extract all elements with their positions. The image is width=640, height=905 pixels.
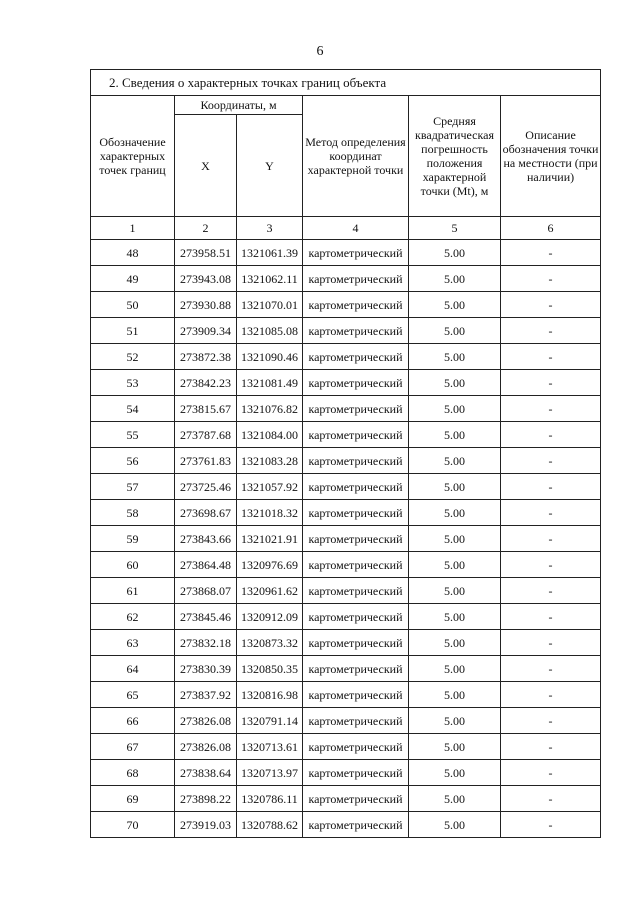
cell-method: картометрический bbox=[303, 318, 409, 344]
table-row bbox=[91, 474, 601, 500]
table-row bbox=[91, 708, 601, 734]
cell-description: - bbox=[501, 526, 601, 552]
cell-y: 1321070.01 bbox=[237, 292, 303, 318]
cell-y: 1320912.09 bbox=[237, 604, 303, 630]
cell-y: 1320786.11 bbox=[237, 786, 303, 812]
table-row bbox=[91, 396, 601, 422]
cell-method: картометрический bbox=[303, 786, 409, 812]
column-numbers-row bbox=[91, 217, 601, 240]
cell-error: 5.00 bbox=[409, 578, 501, 604]
column-number: 4 bbox=[303, 217, 409, 240]
cell-point: 48 bbox=[91, 240, 175, 266]
cell-point: 69 bbox=[91, 786, 175, 812]
cell-x: 273919.03 bbox=[175, 812, 237, 838]
cell-error: 5.00 bbox=[409, 682, 501, 708]
header-designation: Обозначение характерных точек границ bbox=[91, 96, 175, 217]
cell-y: 1321062.11 bbox=[237, 266, 303, 292]
cell-method: картометрический bbox=[303, 526, 409, 552]
cell-point: 53 bbox=[91, 370, 175, 396]
cell-point: 52 bbox=[91, 344, 175, 370]
cell-error: 5.00 bbox=[409, 760, 501, 786]
cell-point: 51 bbox=[91, 318, 175, 344]
cell-x: 273864.48 bbox=[175, 552, 237, 578]
section-title: 2. Сведения о характерных точках границ объекта bbox=[91, 70, 601, 96]
points-table bbox=[90, 69, 601, 838]
cell-error: 5.00 bbox=[409, 500, 501, 526]
cell-point: 64 bbox=[91, 656, 175, 682]
cell-x: 273868.07 bbox=[175, 578, 237, 604]
cell-point: 56 bbox=[91, 448, 175, 474]
table-row bbox=[91, 240, 601, 266]
cell-method: картометрический bbox=[303, 240, 409, 266]
cell-error: 5.00 bbox=[409, 734, 501, 760]
cell-error: 5.00 bbox=[409, 786, 501, 812]
cell-point: 54 bbox=[91, 396, 175, 422]
table-row bbox=[91, 370, 601, 396]
column-number: 1 bbox=[91, 217, 175, 240]
cell-y: 1321081.49 bbox=[237, 370, 303, 396]
cell-x: 273872.38 bbox=[175, 344, 237, 370]
header-method: Метод определения координат характерной точки bbox=[303, 96, 409, 217]
cell-method: картометрический bbox=[303, 708, 409, 734]
cell-y: 1321021.91 bbox=[237, 526, 303, 552]
cell-method: картометрический bbox=[303, 396, 409, 422]
cell-description: - bbox=[501, 240, 601, 266]
table-row bbox=[91, 812, 601, 838]
cell-point: 55 bbox=[91, 422, 175, 448]
cell-x: 273830.39 bbox=[175, 656, 237, 682]
cell-x: 273898.22 bbox=[175, 786, 237, 812]
cell-description: - bbox=[501, 448, 601, 474]
cell-y: 1320713.61 bbox=[237, 734, 303, 760]
table-row bbox=[91, 552, 601, 578]
cell-description: - bbox=[501, 396, 601, 422]
cell-error: 5.00 bbox=[409, 552, 501, 578]
cell-y: 1320816.98 bbox=[237, 682, 303, 708]
cell-point: 65 bbox=[91, 682, 175, 708]
cell-error: 5.00 bbox=[409, 630, 501, 656]
cell-error: 5.00 bbox=[409, 448, 501, 474]
cell-description: - bbox=[501, 474, 601, 500]
cell-x: 273837.92 bbox=[175, 682, 237, 708]
table-row bbox=[91, 760, 601, 786]
cell-error: 5.00 bbox=[409, 292, 501, 318]
column-number: 3 bbox=[237, 217, 303, 240]
table-row bbox=[91, 500, 601, 526]
cell-x: 273930.88 bbox=[175, 292, 237, 318]
table-row bbox=[91, 292, 601, 318]
cell-y: 1320976.69 bbox=[237, 552, 303, 578]
cell-point: 61 bbox=[91, 578, 175, 604]
cell-y: 1321061.39 bbox=[237, 240, 303, 266]
cell-y: 1321084.00 bbox=[237, 422, 303, 448]
column-number: 2 bbox=[175, 217, 237, 240]
cell-x: 273698.67 bbox=[175, 500, 237, 526]
cell-point: 59 bbox=[91, 526, 175, 552]
cell-description: - bbox=[501, 786, 601, 812]
cell-description: - bbox=[501, 708, 601, 734]
cell-y: 1321083.28 bbox=[237, 448, 303, 474]
cell-method: картометрический bbox=[303, 344, 409, 370]
header-y: Y bbox=[237, 115, 303, 217]
cell-x: 273958.51 bbox=[175, 240, 237, 266]
cell-x: 273725.46 bbox=[175, 474, 237, 500]
table-row bbox=[91, 578, 601, 604]
table-row bbox=[91, 266, 601, 292]
cell-x: 273826.08 bbox=[175, 734, 237, 760]
cell-y: 1320788.62 bbox=[237, 812, 303, 838]
cell-method: картометрический bbox=[303, 760, 409, 786]
cell-x: 273787.68 bbox=[175, 422, 237, 448]
table-row bbox=[91, 344, 601, 370]
cell-description: - bbox=[501, 604, 601, 630]
cell-y: 1320850.35 bbox=[237, 656, 303, 682]
cell-y: 1321076.82 bbox=[237, 396, 303, 422]
cell-y: 1320961.62 bbox=[237, 578, 303, 604]
cell-description: - bbox=[501, 682, 601, 708]
cell-point: 66 bbox=[91, 708, 175, 734]
cell-method: картометрический bbox=[303, 656, 409, 682]
column-number: 5 bbox=[409, 217, 501, 240]
cell-point: 50 bbox=[91, 292, 175, 318]
page-number: 6 bbox=[316, 44, 324, 59]
cell-description: - bbox=[501, 344, 601, 370]
cell-x: 273845.46 bbox=[175, 604, 237, 630]
cell-description: - bbox=[501, 656, 601, 682]
cell-y: 1320791.14 bbox=[237, 708, 303, 734]
cell-point: 57 bbox=[91, 474, 175, 500]
cell-x: 273909.34 bbox=[175, 318, 237, 344]
table-row bbox=[91, 630, 601, 656]
cell-point: 60 bbox=[91, 552, 175, 578]
cell-method: картометрический bbox=[303, 604, 409, 630]
cell-y: 1320713.97 bbox=[237, 760, 303, 786]
table-row bbox=[91, 448, 601, 474]
cell-description: - bbox=[501, 552, 601, 578]
column-number: 6 bbox=[501, 217, 601, 240]
header-description: Описание обозначения точки на местности (при наличии) bbox=[501, 96, 601, 217]
cell-method: картометрический bbox=[303, 422, 409, 448]
header-coordinates: Координаты, м bbox=[175, 96, 303, 115]
table-row bbox=[91, 318, 601, 344]
cell-point: 49 bbox=[91, 266, 175, 292]
cell-x: 273842.23 bbox=[175, 370, 237, 396]
cell-x: 273815.67 bbox=[175, 396, 237, 422]
cell-y: 1320873.32 bbox=[237, 630, 303, 656]
cell-description: - bbox=[501, 318, 601, 344]
table-row bbox=[91, 734, 601, 760]
cell-description: - bbox=[501, 422, 601, 448]
cell-y: 1321090.46 bbox=[237, 344, 303, 370]
table-row bbox=[91, 786, 601, 812]
cell-y: 1321085.08 bbox=[237, 318, 303, 344]
cell-error: 5.00 bbox=[409, 708, 501, 734]
cell-error: 5.00 bbox=[409, 344, 501, 370]
header-error: Средняя квадратическая погрешность положения характерной точки (Mt), м bbox=[409, 96, 501, 217]
cell-method: картометрический bbox=[303, 578, 409, 604]
cell-x: 273838.64 bbox=[175, 760, 237, 786]
cell-method: картометрический bbox=[303, 812, 409, 838]
cell-point: 70 bbox=[91, 812, 175, 838]
cell-method: картометрический bbox=[303, 734, 409, 760]
cell-method: картометрический bbox=[303, 266, 409, 292]
table-row bbox=[91, 604, 601, 630]
cell-description: - bbox=[501, 812, 601, 838]
cell-method: картометрический bbox=[303, 370, 409, 396]
cell-x: 273843.66 bbox=[175, 526, 237, 552]
cell-x: 273761.83 bbox=[175, 448, 237, 474]
cell-error: 5.00 bbox=[409, 370, 501, 396]
cell-error: 5.00 bbox=[409, 812, 501, 838]
cell-point: 58 bbox=[91, 500, 175, 526]
cell-method: картометрический bbox=[303, 474, 409, 500]
cell-error: 5.00 bbox=[409, 240, 501, 266]
cell-description: - bbox=[501, 266, 601, 292]
cell-point: 68 bbox=[91, 760, 175, 786]
table-row bbox=[91, 526, 601, 552]
cell-error: 5.00 bbox=[409, 656, 501, 682]
cell-method: картометрический bbox=[303, 682, 409, 708]
table-row bbox=[91, 656, 601, 682]
cell-description: - bbox=[501, 734, 601, 760]
table-row bbox=[91, 682, 601, 708]
cell-y: 1321057.92 bbox=[237, 474, 303, 500]
cell-error: 5.00 bbox=[409, 422, 501, 448]
cell-description: - bbox=[501, 292, 601, 318]
cell-description: - bbox=[501, 500, 601, 526]
cell-x: 273826.08 bbox=[175, 708, 237, 734]
cell-error: 5.00 bbox=[409, 474, 501, 500]
cell-error: 5.00 bbox=[409, 318, 501, 344]
table-body bbox=[91, 70, 601, 838]
cell-method: картометрический bbox=[303, 448, 409, 474]
table-row bbox=[91, 422, 601, 448]
cell-description: - bbox=[501, 760, 601, 786]
cell-method: картометрический bbox=[303, 292, 409, 318]
cell-description: - bbox=[501, 370, 601, 396]
header-x: X bbox=[175, 115, 237, 217]
cell-point: 62 bbox=[91, 604, 175, 630]
cell-error: 5.00 bbox=[409, 396, 501, 422]
cell-x: 273943.08 bbox=[175, 266, 237, 292]
cell-x: 273832.18 bbox=[175, 630, 237, 656]
cell-y: 1321018.32 bbox=[237, 500, 303, 526]
cell-method: картометрический bbox=[303, 500, 409, 526]
cell-description: - bbox=[501, 578, 601, 604]
cell-point: 67 bbox=[91, 734, 175, 760]
cell-error: 5.00 bbox=[409, 266, 501, 292]
cell-method: картометрический bbox=[303, 552, 409, 578]
cell-point: 63 bbox=[91, 630, 175, 656]
cell-description: - bbox=[501, 630, 601, 656]
cell-error: 5.00 bbox=[409, 526, 501, 552]
cell-method: картометрический bbox=[303, 630, 409, 656]
cell-error: 5.00 bbox=[409, 604, 501, 630]
